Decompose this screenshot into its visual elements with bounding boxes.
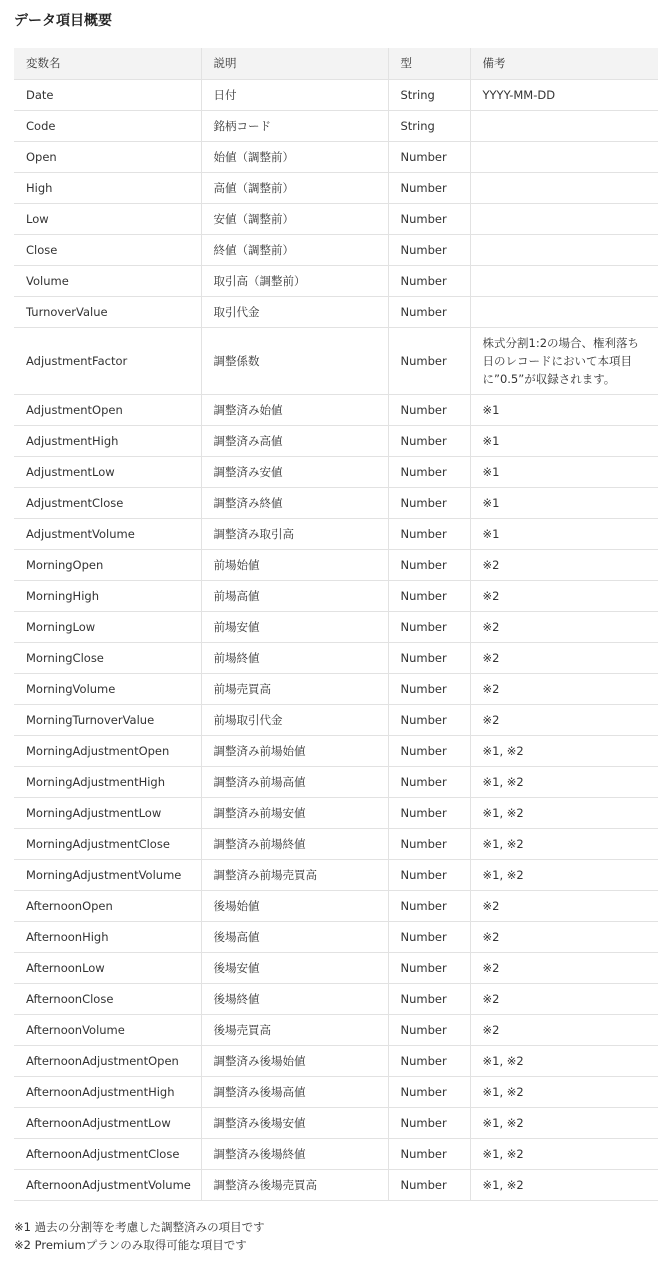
cell-type: String [388, 111, 470, 142]
header-variable-name: 変数名 [14, 48, 201, 80]
cell-type: Number [388, 829, 470, 860]
cell-type: Number [388, 519, 470, 550]
table-row [14, 984, 658, 1015]
table-header-row [14, 48, 658, 80]
cell-variable-name: MorningVolume [14, 674, 201, 705]
cell-description: 銘柄コード [201, 111, 388, 142]
cell-remarks: ※2 [470, 922, 658, 953]
cell-type: Number [388, 142, 470, 173]
cell-variable-name: MorningAdjustmentHigh [14, 767, 201, 798]
table-row [14, 612, 658, 643]
cell-description: 調整済み前場始値 [201, 736, 388, 767]
cell-variable-name: AdjustmentHigh [14, 426, 201, 457]
table-row [14, 736, 658, 767]
cell-variable-name: AfternoonAdjustmentLow [14, 1108, 201, 1139]
table-row [14, 1108, 658, 1139]
cell-variable-name: Code [14, 111, 201, 142]
cell-variable-name: AfternoonAdjustmentVolume [14, 1170, 201, 1201]
cell-description: 前場売買高 [201, 674, 388, 705]
table-row [14, 767, 658, 798]
cell-description: 調整済み前場売買高 [201, 860, 388, 891]
cell-remarks: ※2 [470, 891, 658, 922]
table-row [14, 142, 658, 173]
cell-remarks: ※1 [470, 426, 658, 457]
cell-variable-name: AdjustmentOpen [14, 395, 201, 426]
cell-type: Number [388, 767, 470, 798]
cell-variable-name: MorningTurnoverValue [14, 705, 201, 736]
table-row [14, 80, 658, 111]
cell-remarks: ※1, ※2 [470, 1046, 658, 1077]
cell-description: 調整済み安値 [201, 457, 388, 488]
table-row [14, 581, 658, 612]
cell-type: Number [388, 984, 470, 1015]
cell-variable-name: AfternoonClose [14, 984, 201, 1015]
cell-remarks: ※2 [470, 953, 658, 984]
cell-type: Number [388, 705, 470, 736]
cell-remarks: ※2 [470, 550, 658, 581]
footnote-premium: ※2 Premiumプランのみ取得可能な項目です [14, 1238, 247, 1252]
cell-type: Number [388, 674, 470, 705]
table-row [14, 488, 658, 519]
cell-variable-name: AfternoonAdjustmentClose [14, 1139, 201, 1170]
table-row [14, 1170, 658, 1201]
table-row [14, 1139, 658, 1170]
cell-description: 調整済み始値 [201, 395, 388, 426]
cell-description: 調整済み後場終値 [201, 1139, 388, 1170]
table-row [14, 643, 658, 674]
cell-remarks: ※1 [470, 395, 658, 426]
cell-remarks: ※2 [470, 1015, 658, 1046]
cell-type: Number [388, 891, 470, 922]
table-row [14, 860, 658, 891]
cell-description: 調整済み後場始値 [201, 1046, 388, 1077]
cell-variable-name: MorningAdjustmentClose [14, 829, 201, 860]
header-description: 説明 [201, 48, 388, 80]
cell-description: 調整済み前場高値 [201, 767, 388, 798]
cell-remarks: ※2 [470, 705, 658, 736]
cell-variable-name: MorningOpen [14, 550, 201, 581]
cell-type: Number [388, 1139, 470, 1170]
cell-type: Number [388, 1170, 470, 1201]
table-row [14, 457, 658, 488]
cell-type: String [388, 80, 470, 111]
cell-variable-name: AdjustmentLow [14, 457, 201, 488]
cell-description: 調整済み前場安値 [201, 798, 388, 829]
cell-remarks: ※2 [470, 581, 658, 612]
table-row [14, 1046, 658, 1077]
cell-remarks [470, 173, 658, 204]
table-row [14, 266, 658, 297]
cell-description: 後場高値 [201, 922, 388, 953]
cell-description: 後場安値 [201, 953, 388, 984]
cell-description: 調整済み高値 [201, 426, 388, 457]
cell-type: Number [388, 1077, 470, 1108]
table-row [14, 953, 658, 984]
footnotes [14, 1218, 265, 1254]
table-body [14, 80, 658, 1201]
cell-remarks: ※1, ※2 [470, 1108, 658, 1139]
cell-variable-name: TurnoverValue [14, 297, 201, 328]
cell-remarks: ※1, ※2 [470, 1139, 658, 1170]
cell-variable-name: AfternoonLow [14, 953, 201, 984]
table-row [14, 519, 658, 550]
cell-description: 始値（調整前） [201, 142, 388, 173]
cell-variable-name: High [14, 173, 201, 204]
cell-type: Number [388, 395, 470, 426]
table-row [14, 798, 658, 829]
cell-description: 調整済み終値 [201, 488, 388, 519]
cell-variable-name: Date [14, 80, 201, 111]
cell-type: Number [388, 1046, 470, 1077]
cell-remarks: ※1 [470, 519, 658, 550]
table-row [14, 173, 658, 204]
data-items-table [14, 48, 658, 1201]
cell-remarks: ※1, ※2 [470, 767, 658, 798]
table-row [14, 891, 658, 922]
cell-variable-name: MorningAdjustmentVolume [14, 860, 201, 891]
cell-description: 調整済み前場終値 [201, 829, 388, 860]
cell-type: Number [388, 266, 470, 297]
cell-remarks: ※2 [470, 643, 658, 674]
table-row [14, 705, 658, 736]
cell-remarks: 株式分割1:2の場合、権利落ち日のレコードにおいて本項目に”0.5”が収録されます。 [470, 328, 658, 395]
cell-description: 後場終値 [201, 984, 388, 1015]
cell-variable-name: Low [14, 204, 201, 235]
cell-variable-name: AfternoonOpen [14, 891, 201, 922]
cell-description: 前場始値 [201, 550, 388, 581]
cell-type: Number [388, 235, 470, 266]
cell-variable-name: AdjustmentVolume [14, 519, 201, 550]
cell-description: 高値（調整前） [201, 173, 388, 204]
cell-type: Number [388, 953, 470, 984]
cell-type: Number [388, 612, 470, 643]
cell-remarks: YYYY-MM-DD [470, 80, 658, 111]
table-row [14, 1077, 658, 1108]
cell-remarks: ※1, ※2 [470, 798, 658, 829]
cell-variable-name: MorningClose [14, 643, 201, 674]
cell-type: Number [388, 643, 470, 674]
cell-type: Number [388, 550, 470, 581]
table-row [14, 297, 658, 328]
cell-description: 終値（調整前） [201, 235, 388, 266]
table-row [14, 550, 658, 581]
cell-remarks [470, 235, 658, 266]
cell-remarks: ※1, ※2 [470, 860, 658, 891]
table-row [14, 328, 658, 395]
cell-variable-name: MorningLow [14, 612, 201, 643]
table-row [14, 395, 658, 426]
cell-type: Number [388, 204, 470, 235]
header-remarks: 備考 [470, 48, 658, 80]
cell-type: Number [388, 860, 470, 891]
cell-description: 調整済み取引高 [201, 519, 388, 550]
table-row [14, 235, 658, 266]
cell-type: Number [388, 426, 470, 457]
cell-variable-name: AfternoonVolume [14, 1015, 201, 1046]
section-title: データ項目概要 [14, 13, 112, 29]
cell-remarks [470, 266, 658, 297]
cell-type: Number [388, 1108, 470, 1139]
cell-type: Number [388, 488, 470, 519]
cell-description: 後場始値 [201, 891, 388, 922]
cell-remarks [470, 204, 658, 235]
table-row [14, 829, 658, 860]
cell-remarks: ※2 [470, 674, 658, 705]
table-row [14, 1015, 658, 1046]
cell-description: 取引代金 [201, 297, 388, 328]
cell-variable-name: MorningAdjustmentOpen [14, 736, 201, 767]
cell-variable-name: AfternoonAdjustmentOpen [14, 1046, 201, 1077]
cell-variable-name: Close [14, 235, 201, 266]
cell-variable-name: Volume [14, 266, 201, 297]
cell-description: 取引高（調整前） [201, 266, 388, 297]
cell-type: Number [388, 173, 470, 204]
cell-variable-name: AfternoonHigh [14, 922, 201, 953]
cell-variable-name: AfternoonAdjustmentHigh [14, 1077, 201, 1108]
cell-description: 調整係数 [201, 328, 388, 395]
cell-description: 後場売買高 [201, 1015, 388, 1046]
cell-variable-name: MorningAdjustmentLow [14, 798, 201, 829]
cell-description: 前場安値 [201, 612, 388, 643]
cell-type: Number [388, 581, 470, 612]
cell-remarks: ※1 [470, 457, 658, 488]
cell-variable-name: AdjustmentFactor [14, 328, 201, 395]
cell-remarks: ※2 [470, 612, 658, 643]
cell-remarks: ※2 [470, 984, 658, 1015]
cell-variable-name: Open [14, 142, 201, 173]
cell-description: 前場終値 [201, 643, 388, 674]
cell-description: 調整済み後場安値 [201, 1108, 388, 1139]
cell-type: Number [388, 922, 470, 953]
cell-description: 日付 [201, 80, 388, 111]
cell-remarks: ※1, ※2 [470, 829, 658, 860]
cell-type: Number [388, 798, 470, 829]
cell-variable-name: AdjustmentClose [14, 488, 201, 519]
table-row [14, 674, 658, 705]
table-row [14, 204, 658, 235]
cell-remarks: ※1, ※2 [470, 736, 658, 767]
footnote-adjusted: ※1 過去の分割等を考慮した調整済みの項目です [14, 1220, 265, 1234]
cell-variable-name: MorningHigh [14, 581, 201, 612]
table-row [14, 426, 658, 457]
cell-type: Number [388, 328, 470, 395]
cell-description: 前場取引代金 [201, 705, 388, 736]
cell-type: Number [388, 1015, 470, 1046]
header-type: 型 [388, 48, 470, 80]
cell-type: Number [388, 736, 470, 767]
table-row [14, 922, 658, 953]
cell-remarks [470, 142, 658, 173]
table-row [14, 111, 658, 142]
cell-description: 安値（調整前） [201, 204, 388, 235]
cell-remarks: ※1, ※2 [470, 1170, 658, 1201]
cell-description: 調整済み後場売買高 [201, 1170, 388, 1201]
cell-remarks: ※1, ※2 [470, 1077, 658, 1108]
cell-remarks [470, 297, 658, 328]
cell-description: 前場高値 [201, 581, 388, 612]
cell-type: Number [388, 297, 470, 328]
cell-remarks [470, 111, 658, 142]
cell-type: Number [388, 457, 470, 488]
cell-remarks: ※1 [470, 488, 658, 519]
cell-description: 調整済み後場高値 [201, 1077, 388, 1108]
